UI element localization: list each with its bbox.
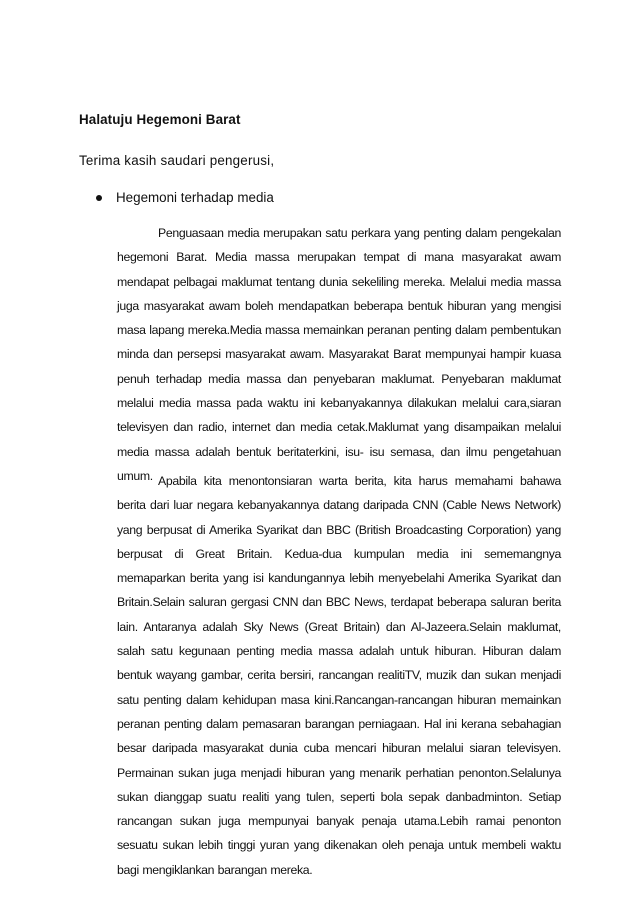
body-paragraph: Apabila kita menontonsiaran warta berita, kita harus memahami bahawa berita dari luar negara kebanyakannya datang daripada CNN (Cable News Network) yang berpusat di Amerika Syarikat dan BBC (British Broadcasting Corporation) yang berpusat di Great Britain. Kedua-dua kumpulan media ini sememangnya memaparkan berita yang isi kandungannya lebih menyebelahi Amerika Syarikat dan Britain.Selain saluran gergasi CNN dan BBC News, terdapat beberapa saluran berita lain. Antaranya adalah Sky News (Great Britain) dan Al-Jazeera.Selain maklumat, salah satu kegunaan penting media massa adalah untuk hiburan. Hiburan dalam bentuk wayang gambar, cerita bersiri, rancangan realitiTV, muzik dan sukan menjadi satu penting dalam kehidupan masa kini.Rancangan-rancangan hiburan memainkan peranan penting dalam pemasaran barangan perniagaan. Hal ini kerana sebahagian besar daripada masyarakat dunia cuba mencari hiburan melalui siaran televisyen. Permainan sukan juga menjadi hiburan yang menarik perhatian penonton.Selalunya sukan dianggap suatu realiti yang tulen, seperti bola sepak danbadminton. Setiap rancangan sukan juga mempunyai banyak penaja utama.Lebih ramai penonton sesuatu sukan lebih tinggi yuran yang dikenakan oleh penaja untuk membeli waktu bagi mengiklankan barangan mereka. xyxy=(117,474,561,877)
document-title: Halatuju Hegemoni Barat xyxy=(79,112,241,127)
bullet-label: Hegemoni terhadap media xyxy=(116,190,274,205)
greeting-line: Terima kasih saudari pengerusi, xyxy=(79,153,275,168)
bullet-dot-icon xyxy=(96,195,102,201)
body-paragraph: Penguasaan media merupakan satu perkara yang penting dalam pengekalan hegemoni Barat. Media massa merupakan tempat di mana masyarakat awam mendapat pelbagai maklumat tentang dunia sekeliling mereka. Melalui media massa juga masyarakat awam boleh mendapatkan beberapa bentuk hiburan yang mengisi masa lapang mereka.Media massa memainkan peranan penting dalam pembentukan minda dan persepsi masyarakat awam. Masyarakat Barat mempunyai hampir kuasa penuh terhadap media massa dan penyebaran maklumat. Penyebaran maklumat melalui media massa pada waktu ini kebanyakannya dilakukan melalui cara,siaran televisyen dan radio, internet dan media cetak.Maklumat yang disampaikan melalui media massa adalah bentuk beritaterkini, isu- isu semasa, dan ilmu pengetahuan umum. xyxy=(117,226,561,483)
bullet-item xyxy=(96,190,274,205)
